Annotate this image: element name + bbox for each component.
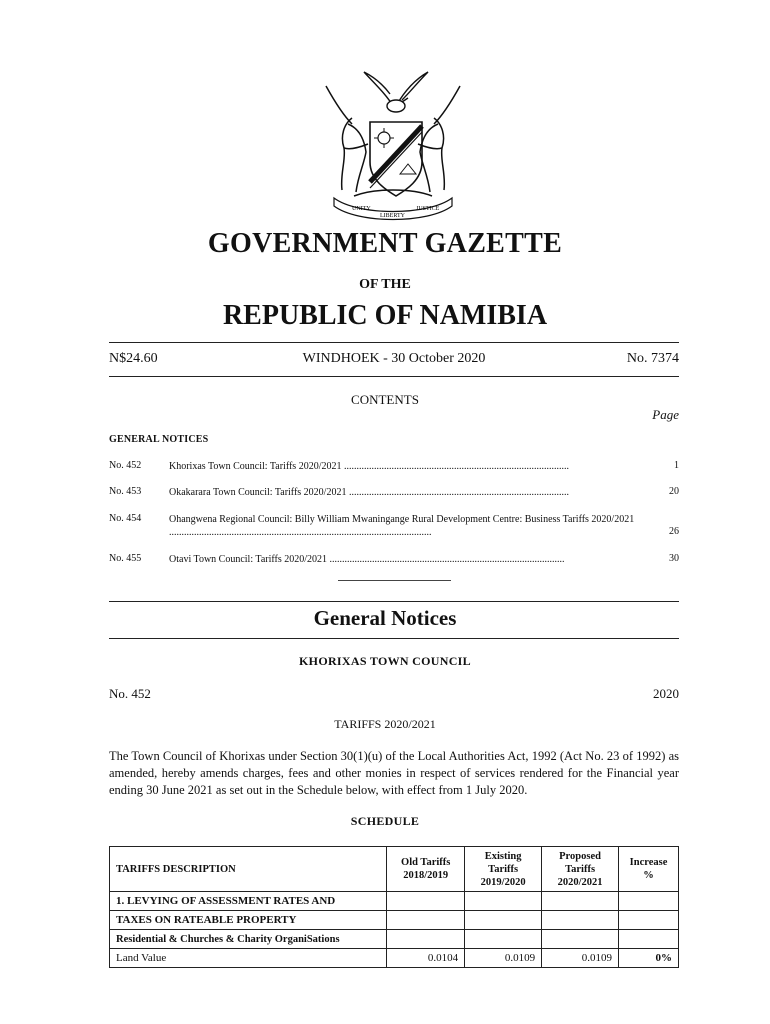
table-row <box>110 911 679 930</box>
table-header-row <box>110 847 679 892</box>
tariffs-heading: TARIFFS 2020/2021 <box>334 717 436 731</box>
cell-old <box>387 911 465 930</box>
toc-item-number: No. 452 <box>109 460 142 471</box>
col-header-existing: Existing Tariffs 2019/2020 <box>465 847 542 892</box>
cell-proposed: 0.0109 <box>542 949 619 968</box>
toc-item-title: Ohangwena Regional Council: Billy William Mwaningange Rural Development Centre: Business Tariffs 2020/2021 ......................................................................................................... <box>169 514 635 538</box>
oryx-left-icon <box>326 86 368 192</box>
toc-leader-dots: ........................................................................................ <box>348 487 569 498</box>
cell-desc: Land Value <box>110 949 387 968</box>
col-header-description: TARIFFS DESCRIPTION <box>110 847 387 892</box>
cell-existing <box>465 930 542 949</box>
col-header-increase: Increase % <box>619 847 679 892</box>
table-row <box>110 930 679 949</box>
shield-icon <box>370 122 422 196</box>
toc-item-page: 26 <box>669 526 679 537</box>
cell-increase <box>619 892 679 911</box>
cell-increase <box>619 911 679 930</box>
toc-item-title: Okakarara Town Council: Tariffs 2020/2021 ........................................................................................ <box>169 487 569 498</box>
toc-item-number: No. 455 <box>109 553 142 564</box>
motto-justice: JUSTICE <box>416 206 440 212</box>
toc-item-page: 30 <box>669 553 679 564</box>
table-row <box>110 949 679 968</box>
toc-leader-dots: .......................................................................................... <box>343 461 569 472</box>
motto-ribbon <box>334 198 452 220</box>
cell-desc: 1. LEVYING OF ASSESSMENT RATES AND <box>110 892 387 911</box>
cell-old: 0.0104 <box>387 949 465 968</box>
cell-desc: Residential & Churches & Charity OrganiSations <box>110 930 387 949</box>
general-notices-heading: General Notices <box>313 606 457 630</box>
toc-item-number: No. 454 <box>109 513 142 524</box>
notice-year: 2020 <box>653 686 679 701</box>
issue-date: WINDHOEK - 30 October 2020 <box>302 351 486 366</box>
schedule-table <box>109 846 679 968</box>
section-rule-bottom <box>109 638 679 639</box>
masthead-rule-top <box>109 342 679 343</box>
cell-old <box>387 930 465 949</box>
toc-item-page: 20 <box>669 486 679 497</box>
cell-proposed <box>542 892 619 911</box>
cell-increase <box>619 930 679 949</box>
gazette-of-the: OF THE <box>359 277 411 292</box>
cell-increase: 0% <box>619 949 679 968</box>
toc-item-number: No. 453 <box>109 486 142 497</box>
contents-end-rule <box>338 580 451 581</box>
motto-unity: UNITY <box>352 206 371 212</box>
gazette-title: GOVERNMENT GAZETTE <box>207 228 563 259</box>
council-heading: KHORIXAS TOWN COUNCIL <box>299 654 471 668</box>
page-column-label: Page <box>652 407 679 422</box>
coat-of-arms-emblem <box>318 64 468 222</box>
notice-number: No. 452 <box>109 686 151 701</box>
masthead-rule-bottom <box>109 376 679 377</box>
cell-existing: 0.0109 <box>465 949 542 968</box>
cell-proposed <box>542 930 619 949</box>
cell-proposed <box>542 911 619 930</box>
cell-desc: TAXES ON RATEABLE PROPERTY <box>110 911 387 930</box>
issue-number: No. 7374 <box>626 351 679 366</box>
toc-item-page: 1 <box>674 460 679 471</box>
toc-item-title: Khorixas Town Council: Tariffs 2020/2021 .......................................................................................... <box>169 460 637 473</box>
republic-title: REPUBLIC OF NAMIBIA <box>222 300 548 331</box>
contents-heading: CONTENTS <box>351 392 419 407</box>
motto-liberty: LIBERTY <box>380 213 405 219</box>
toc-leader-dots: ......................................................................................................... <box>169 527 432 538</box>
cell-old <box>387 892 465 911</box>
section-rule-top <box>109 601 679 602</box>
general-notices-label: GENERAL NOTICES <box>109 434 209 445</box>
col-header-old: Old Tariffs 2018/2019 <box>387 847 465 892</box>
notice-body: The Town Council of Khorixas under Section 30(1)(u) of the Local Authorities Act, 1992 (Act No. 23 of 1992) as amended, hereby amends charges, fees and other monies in respect of services rendered for the Financial year ending 30 June 2021 as set out in the Schedule below, with effect from 1 July 2020. <box>109 749 679 797</box>
eagle-icon <box>364 72 428 112</box>
cell-existing <box>465 911 542 930</box>
oryx-right-icon <box>418 86 460 192</box>
cell-existing <box>465 892 542 911</box>
schedule-heading: SCHEDULE <box>350 814 420 828</box>
col-header-proposed: Proposed Tariffs 2020/2021 <box>542 847 619 892</box>
toc-leader-dots: .............................................................................................. <box>329 554 565 565</box>
issue-price: N$24.60 <box>109 351 158 366</box>
table-row <box>110 892 679 911</box>
toc-item-title: Otavi Town Council: Tariffs 2020/2021 .............................................................................................. <box>169 554 565 565</box>
